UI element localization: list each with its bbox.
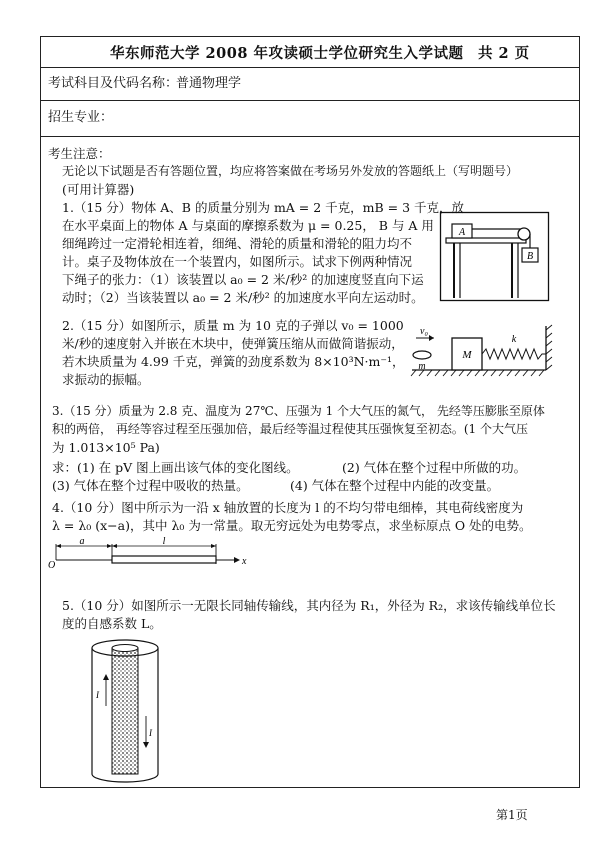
q3-sub-2: (2) 气体在整个过程中所做的功。	[342, 460, 527, 475]
q1-fig-label-a: A	[458, 227, 466, 238]
subject-label: 考试科目及代码名称：	[48, 76, 179, 91]
major-label: 招生专业：	[48, 110, 114, 125]
notice-heading: 考生注意：	[48, 146, 111, 161]
q1-line-1: 1.（15 分）物体 A、B 的质量分别为 mA = 2 千克，mB = 3 千克，放	[62, 200, 465, 215]
total-pages: 共 2 页	[478, 45, 530, 62]
exam-title: 华东师范大学 2008 年攻读硕士学位研究生入学试题	[110, 45, 464, 62]
header-divider-1	[40, 67, 580, 68]
q4-figure-charged-rod	[50, 534, 250, 570]
q4-line-2: λ = λ₀ (x−a)，其中 λ₀ 为一常量。取无穷远处为电势零点，求坐标原点 O 处的电势。	[52, 518, 532, 533]
q2-line-3: 若木块质量为 4.99 千克，弹簧的劲度系数为 8×10³N·m⁻¹，	[62, 354, 405, 369]
q4-line-1: 4.（10 分）图中所示为一沿 x 轴放置的长度为 l 的不均匀带电细棒，其电荷线密度为	[52, 500, 524, 515]
q5-line-2: 度的自感系数 L。	[62, 616, 162, 631]
q3-sub-4: (4) 气体在整个过程中内能的改变量。	[290, 478, 500, 493]
header-divider-2	[40, 100, 580, 101]
notice-line-1: 无论以下试题是否有答题位置，均应将答案做在考场另外发放的答题纸上（写明题号）	[62, 164, 519, 178]
q2-fig-label-M: M	[462, 349, 472, 361]
q1-fig-label-b: B	[526, 251, 534, 262]
q2-line-4: 求振动的振幅。	[62, 372, 150, 387]
subject-value: 普通物理学	[176, 76, 242, 91]
q3-sub-1: 求：(1) 在 pV 图上画出该气体的变化图线。	[52, 460, 299, 475]
q1-line-3: 细绳跨过一定滑轮相连着，细绳、滑轮的质量和滑轮的阻力均不	[62, 236, 413, 251]
q5-fig-label-i-down: I	[149, 728, 152, 738]
q3-line-1: 3.（15 分）质量为 2.8 克、温度为 27℃、压强为 1 个大气压的氮气， 先经等压膨胀至原体	[52, 404, 545, 418]
page-number: 第1页	[496, 808, 528, 822]
q1-line-6: 动时；（2）当该装置以 a₀ = 2 米/秒² 的加速度水平向左运动时。	[62, 290, 424, 305]
q5-figure-coaxial-line	[86, 636, 166, 786]
q2-line-2: 米/秒的速度射入并嵌在木块中，使弹簧压缩从而做简谐振动，	[62, 336, 404, 351]
header-divider-3	[40, 136, 580, 137]
q3-sub-3: (3) 气体在整个过程中吸收的热量。	[52, 478, 249, 493]
q2-fig-label-v0: v₀	[420, 326, 428, 337]
q2-figure-bullet-spring	[410, 318, 560, 380]
q2-fig-label-m: m	[418, 361, 426, 372]
q1-line-2: 在水平桌面上的物体 A 与桌面的摩擦系数为 μ = 0.25， B 与 A 用	[62, 218, 434, 233]
q4-fig-label-a: a	[79, 536, 85, 547]
q3-line-3: 为 1.013×10⁵ Pa)	[52, 440, 160, 455]
q2-fig-label-k: k	[511, 334, 517, 345]
q1-figure-table-pulley	[440, 212, 550, 302]
q5-fig-label-i-up: I	[96, 690, 99, 700]
q1-line-4: 计。桌子及物体放在一个装置内，如图所示。试求下例两种情况	[62, 254, 413, 269]
q4-fig-label-x: x	[242, 556, 247, 567]
q4-fig-label-o: O	[48, 560, 56, 571]
q3-line-2: 积的两倍， 再经等容过程至压强加倍，最后经等温过程使其压强恢复至初态。(1 个大气压	[52, 422, 528, 436]
notice-line-2: (可用计算器)	[62, 182, 135, 197]
q2-line-1: 2.（15 分）如图所示，质量 m 为 10 克的子弹以 v₀ = 1000	[62, 318, 404, 333]
q1-line-5: 下绳子的张力：（1）该装置以 a₀ = 2 米/秒² 的加速度竖直向下运	[62, 272, 424, 287]
q4-fig-label-l: l	[162, 536, 166, 547]
q5-line-1: 5.（10 分）如图所示一无限长同轴传输线，其内径为 R₁，外径为 R₂，求该传输线单位长	[62, 598, 556, 613]
